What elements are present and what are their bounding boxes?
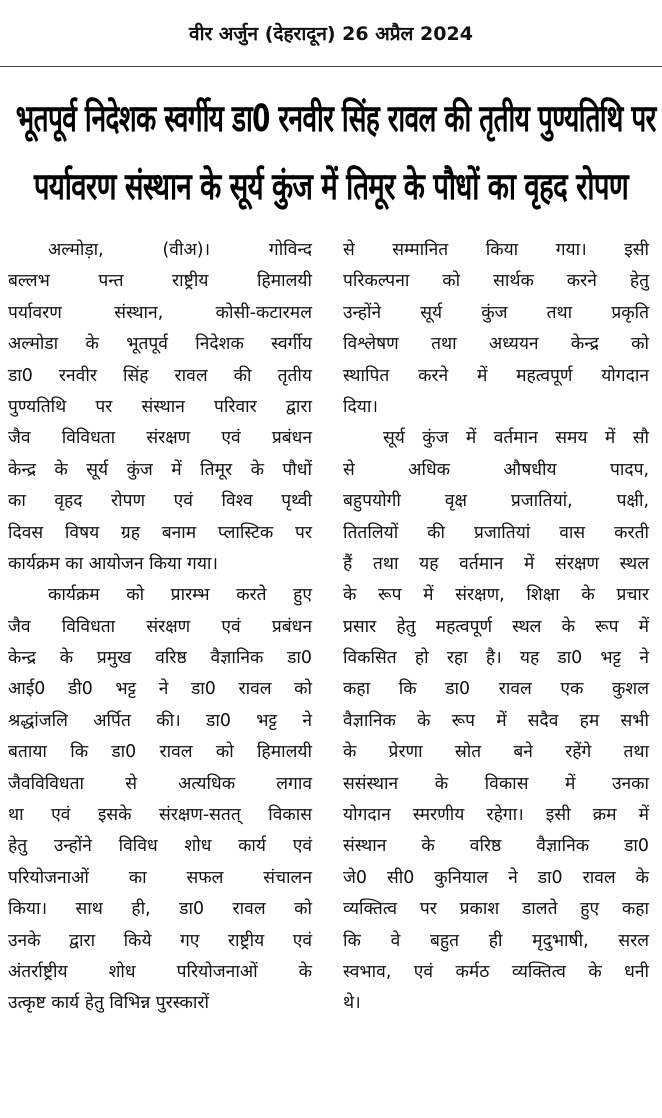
- article-line: उन्होंने सूर्य कुंज तथा प्रकृति: [343, 302, 649, 323]
- headline-line-2: पर्यावरण संस्थान के सूर्य कुंज में तिमूर के पौधों का वृहद रोपण: [33, 165, 629, 209]
- article-line: अल्मोड़ा, (वीअ)। गोविन्द: [48, 240, 312, 260]
- article-line: योगदान स्मरणीय रहेगा। इसी क्रम में: [343, 805, 649, 826]
- article-line: प्रसार हेतु महत्वपूर्ण स्थल के रूप में: [343, 616, 649, 637]
- article-line: केन्द्र के प्रमुख वरिष्ठ वैज्ञानिक डा0: [8, 648, 312, 669]
- article-line: पर्यावरण संस्थान, कोसी-कटारमल: [8, 302, 312, 323]
- article-line: अल्मोडा के भूतपूर्व निदेशक स्वर्गीय: [8, 334, 312, 355]
- article-line: परियोजनाओं का सफल संचालन: [8, 867, 312, 888]
- article-line: पुण्यतिथि पर संस्थान परिवार द्वारा: [8, 396, 312, 417]
- article-line: परिकल्पना को सार्थक करने हेतु: [343, 271, 649, 292]
- article-line: बताया कि डा0 रावल को हिमालयी: [8, 742, 312, 763]
- article-line: के रूप में संरक्षण, शिक्षा के प्रचार: [343, 585, 649, 606]
- headline-line-1: भूतपूर्व निदेशक स्वर्गीय डा0 रनवीर सिंह रावल की तृतीय पुण्यतिथि पर: [15, 97, 656, 141]
- article-line: अंतर्राष्ट्रीय शोध परियोजनाओं के: [8, 961, 312, 982]
- article-line: उत्कृष्ट कार्य हेतु विभिन्न पुरस्कारों: [8, 993, 209, 1014]
- article-line: थे।: [343, 993, 361, 1014]
- article-line: विश्लेषण तथा अध्ययन केन्द्र को: [343, 334, 649, 355]
- article-line: कार्यक्रम का आयोजन किया गया।: [8, 553, 219, 574]
- newspaper-masthead: [0, 0, 662, 66]
- article-line: स्वभाव, एवं कर्मठ व्यक्तित्व के धनी: [343, 961, 649, 982]
- article-line: जैवविविधता से अत्यधिक लगाव: [8, 773, 312, 794]
- article-line: हैं तथा यह वर्तमान में संरक्षण स्थल: [343, 553, 649, 574]
- article-line: दिया।: [343, 396, 378, 417]
- article-line: डा0 रनवीर सिंह रावल की तृतीय: [8, 365, 312, 386]
- article-line: जे0 सी0 कुनियाल ने डा0 रावल के: [343, 867, 649, 888]
- article-line: जैव विविधता संरक्षण एवं प्रबंधन: [8, 428, 312, 449]
- article-line: किया। साथ ही, डा0 रावल को: [8, 899, 312, 920]
- article-line: विकसित हो रहा है। यह डा0 भट्ट ने: [343, 648, 649, 669]
- article-line: बहुपयोगी वृक्ष प्रजातियां, पक्षी,: [343, 491, 649, 512]
- article-line: संस्थान के वरिष्ठ वैज्ञानिक डा0: [343, 836, 649, 857]
- masthead-text: वीर अर्जुन (देहरादून) 26 अप्रैल 2024: [189, 23, 473, 45]
- article-line: कहा कि डा0 रावल एक कुशल: [343, 679, 649, 700]
- article-line: से अधिक औषधीय पादप,: [343, 459, 649, 480]
- masthead-divider: [0, 66, 662, 67]
- article-line: व्यक्तित्व पर प्रकाश डालते हुए कहा: [343, 899, 649, 920]
- article-line: का वृहद रोपण एवं विश्व पृथ्वी: [8, 491, 312, 512]
- article-line: केन्द्र के सूर्य कुंज में तिमूर के पौधों: [8, 459, 312, 480]
- article-line: के प्रेरणा स्रोत बने रहेंगे तथा: [343, 742, 649, 763]
- article-line: सूर्य कुंज में वर्तमान समय में सौ: [383, 428, 649, 449]
- article-line: आई0 डी0 भट्ट ने डा0 रावल को: [8, 679, 312, 700]
- article-line: कि वे बहुत ही मृदुभाषी, सरल: [343, 930, 649, 951]
- article-column-left: [8, 235, 312, 1020]
- article-line: वैज्ञानिक के रूप में सदैव हम सभी: [343, 710, 649, 731]
- article-line: हेतु उन्होंने विविध शोध कार्य एवं: [8, 836, 312, 857]
- article-column-right: [343, 235, 649, 1020]
- article-line: श्रद्धांजलि अर्पित की। डा0 भट्ट ने: [8, 710, 312, 731]
- article-line: दिवस विषय ग्रह बनाम प्लास्टिक पर: [8, 522, 312, 543]
- article-line: स्थापित करने में महत्वपूर्ण योगदान: [343, 365, 649, 386]
- article-line: तितलियों की प्रजातियां वास करती: [343, 522, 649, 543]
- article-line: से सम्मानित किया गया। इसी: [343, 240, 649, 260]
- article-line: जैव विविधता संरक्षण एवं प्रबंधन: [8, 616, 312, 637]
- article-line: कार्यक्रम को प्रारम्भ करते हुए: [48, 585, 312, 606]
- article-line: ससंस्थान के विकास में उनका: [343, 773, 649, 794]
- article-line: था एवं इसके संरक्षण-सतत् विकास: [8, 805, 312, 826]
- article-line: बल्लभ पन्त राष्ट्रीय हिमालयी: [8, 271, 312, 292]
- article-line: उनके द्वारा किये गए राष्ट्रीय एवं: [8, 930, 312, 951]
